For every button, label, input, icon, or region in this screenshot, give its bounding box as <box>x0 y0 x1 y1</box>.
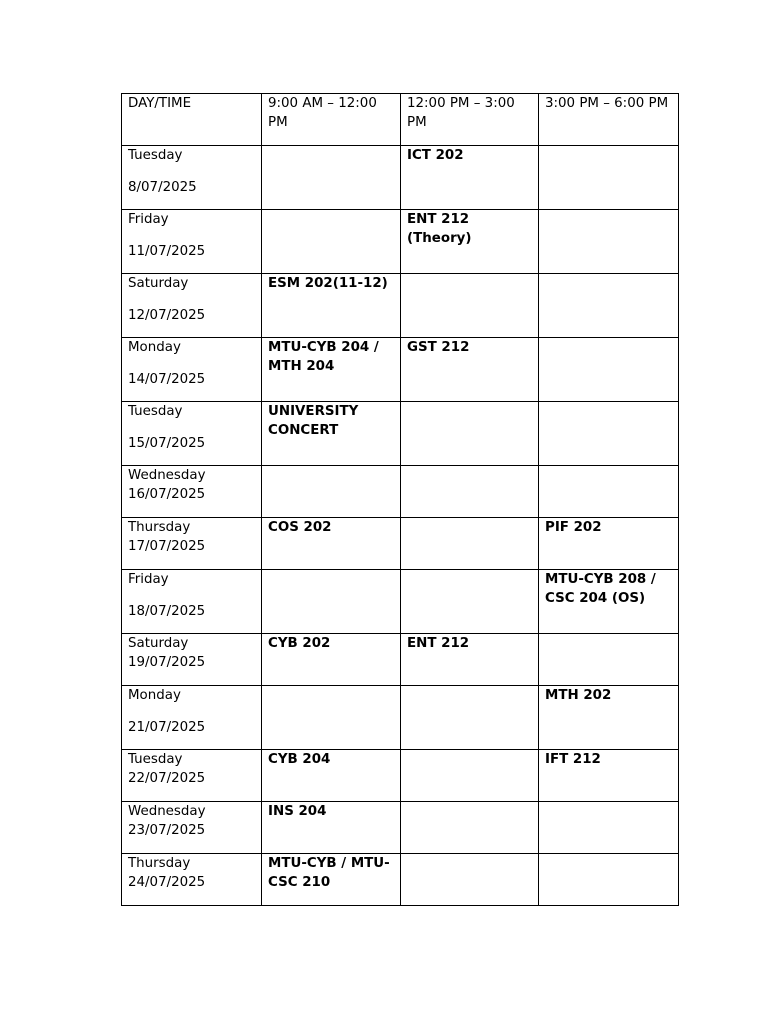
day-cell <box>122 466 262 518</box>
slot-cell <box>539 570 679 634</box>
course-label: MTU-CYB 208 / CSC 204 (OS) <box>545 572 656 606</box>
date-label: 21/07/2025 <box>128 720 206 735</box>
day-label: Monday <box>128 340 181 355</box>
table-row <box>122 634 679 686</box>
date-label: 17/07/2025 <box>128 539 206 554</box>
day-label: Thursday <box>128 520 191 535</box>
date-label: 11/07/2025 <box>128 244 206 259</box>
header-row <box>122 94 679 146</box>
slot-cell <box>539 274 679 338</box>
table-row <box>122 750 679 802</box>
slot-cell <box>401 634 539 686</box>
slot-cell <box>262 146 401 210</box>
date-label: 16/07/2025 <box>128 487 206 502</box>
slot-cell <box>539 466 679 518</box>
slot-cell <box>539 338 679 402</box>
day-label: Wednesday <box>128 468 206 483</box>
slot-cell <box>539 634 679 686</box>
table-row <box>122 402 679 466</box>
slot-cell <box>401 750 539 802</box>
slot-cell <box>401 686 539 750</box>
slot-cell <box>539 210 679 274</box>
slot-cell <box>262 210 401 274</box>
day-label: Monday <box>128 688 181 703</box>
table-row <box>122 466 679 518</box>
course-label: ICT 202 <box>407 148 464 163</box>
day-label: Tuesday <box>128 404 183 419</box>
header-cell-morning: 9:00 AM – 12:00 PM <box>262 94 401 146</box>
course-label: ESM 202(11-12) <box>268 276 388 291</box>
date-label: 18/07/2025 <box>128 604 206 619</box>
course-label: MTH 202 <box>545 688 612 703</box>
slot-cell <box>401 402 539 466</box>
slot-cell <box>539 518 679 570</box>
day-label: Thursday <box>128 856 191 871</box>
slot-cell <box>539 854 679 906</box>
header-cell-afternoon: 12:00 PM – 3:00 PM <box>401 94 539 146</box>
table-row <box>122 854 679 906</box>
exam-timetable <box>121 93 679 906</box>
date-label: 12/07/2025 <box>128 308 206 323</box>
table-row <box>122 686 679 750</box>
day-cell <box>122 338 262 402</box>
table-row <box>122 802 679 854</box>
date-label: 24/07/2025 <box>128 875 206 890</box>
slot-cell <box>539 750 679 802</box>
slot-cell <box>539 146 679 210</box>
table-row <box>122 338 679 402</box>
slot-cell <box>262 338 401 402</box>
day-cell <box>122 750 262 802</box>
slot-cell <box>539 802 679 854</box>
date-label: 22/07/2025 <box>128 771 206 786</box>
day-cell <box>122 570 262 634</box>
slot-cell <box>262 466 401 518</box>
slot-cell <box>262 854 401 906</box>
date-label: 19/07/2025 <box>128 655 206 670</box>
course-label: PIF 202 <box>545 520 602 535</box>
slot-cell <box>262 634 401 686</box>
table-row <box>122 146 679 210</box>
day-cell <box>122 210 262 274</box>
course-label: MTU-CYB / MTU-CSC 210 <box>268 856 390 890</box>
table-row <box>122 210 679 274</box>
day-label: Friday <box>128 572 169 587</box>
date-label: 15/07/2025 <box>128 436 206 451</box>
day-label: Tuesday <box>128 148 183 163</box>
day-cell <box>122 274 262 338</box>
slot-cell <box>262 686 401 750</box>
course-label: UNIVERSITY CONCERT <box>268 404 359 438</box>
slot-cell <box>262 402 401 466</box>
slot-cell <box>539 402 679 466</box>
slot-cell <box>401 274 539 338</box>
slot-cell <box>401 210 539 274</box>
header-cell-day-time: DAY/TIME <box>122 94 262 146</box>
slot-cell <box>539 686 679 750</box>
day-cell <box>122 854 262 906</box>
course-label: ENT 212 <box>407 636 470 651</box>
slot-cell <box>401 570 539 634</box>
slot-cell <box>401 338 539 402</box>
day-cell <box>122 402 262 466</box>
table-row <box>122 518 679 570</box>
day-cell <box>122 518 262 570</box>
day-label: Saturday <box>128 636 189 651</box>
table-row <box>122 274 679 338</box>
day-label: Tuesday <box>128 752 183 767</box>
slot-cell <box>401 854 539 906</box>
course-label: CYB 204 <box>268 752 331 767</box>
day-label: Wednesday <box>128 804 206 819</box>
slot-cell <box>262 750 401 802</box>
slot-cell <box>401 518 539 570</box>
slot-cell <box>262 274 401 338</box>
table-row <box>122 570 679 634</box>
date-label: 14/07/2025 <box>128 372 206 387</box>
slot-cell <box>401 466 539 518</box>
slot-cell <box>262 570 401 634</box>
date-label: 8/07/2025 <box>128 180 197 195</box>
course-label: IFT 212 <box>545 752 601 767</box>
date-label: 23/07/2025 <box>128 823 206 838</box>
course-label: INS 204 <box>268 804 327 819</box>
course-label: COS 202 <box>268 520 332 535</box>
day-cell <box>122 802 262 854</box>
day-label: Saturday <box>128 276 189 291</box>
slot-cell <box>401 146 539 210</box>
course-label: CYB 202 <box>268 636 331 651</box>
header-cell-evening: 3:00 PM – 6:00 PM <box>539 94 679 146</box>
day-label: Friday <box>128 212 169 227</box>
course-label: MTU-CYB 204 / MTH 204 <box>268 340 379 374</box>
course-label: ENT 212 (Theory) <box>407 212 472 246</box>
day-cell <box>122 686 262 750</box>
slot-cell <box>262 802 401 854</box>
course-label: GST 212 <box>407 340 470 355</box>
slot-cell <box>262 518 401 570</box>
day-cell <box>122 146 262 210</box>
day-cell <box>122 634 262 686</box>
slot-cell <box>401 802 539 854</box>
